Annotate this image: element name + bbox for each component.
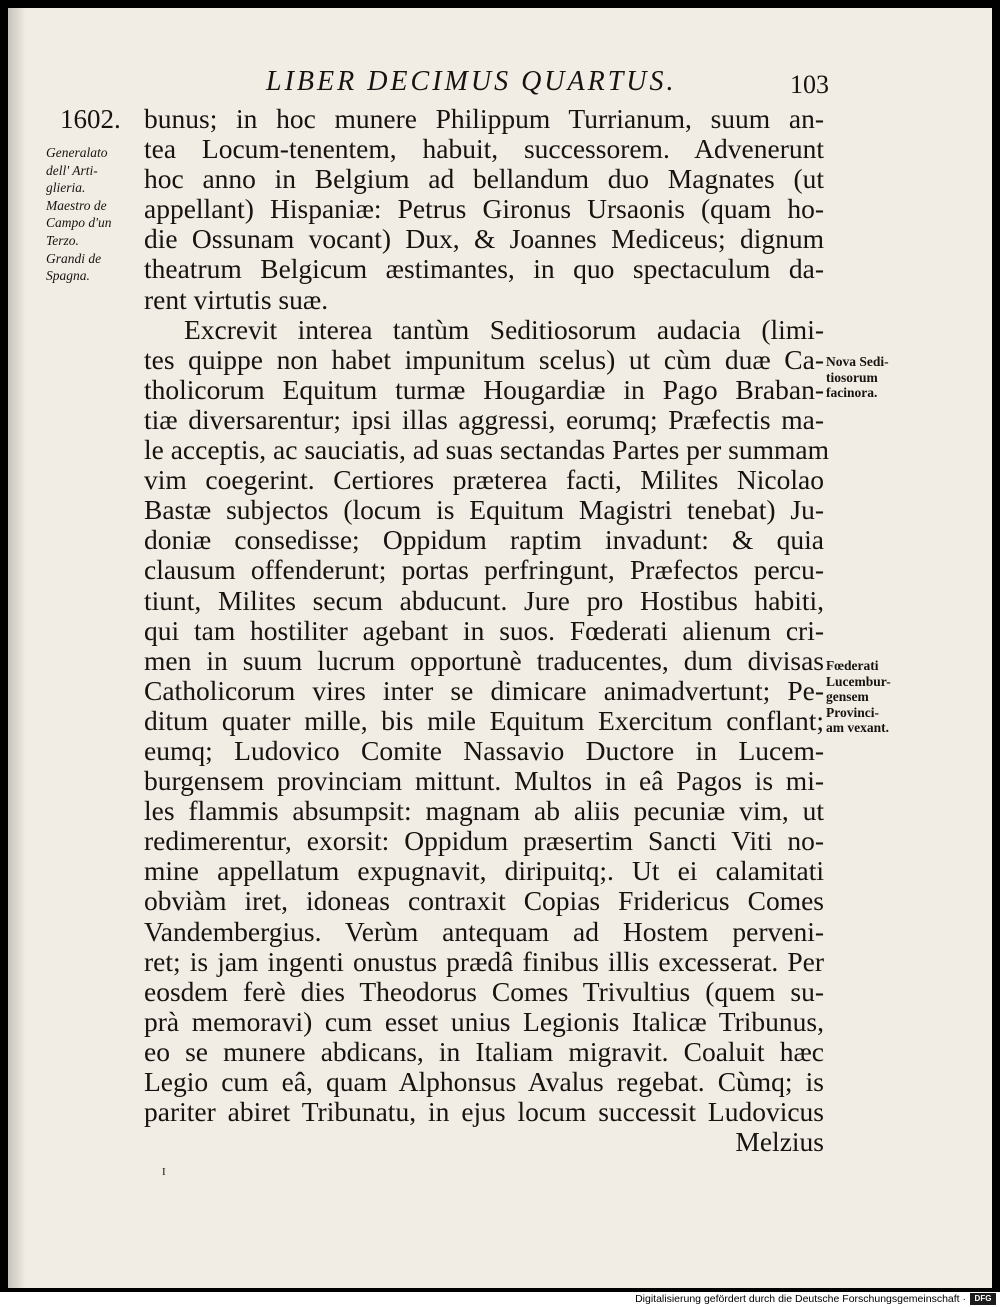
text-line: redimerentur, exorsit: Oppidum præsertim Sancti Viti no- xyxy=(144,825,824,857)
text-line: Bastæ subjectos (locum is Equitum Magistri tenebat) Ju- xyxy=(144,494,824,526)
text-line: tiunt, Milites secum abducunt. Jure pro Hostibus habiti, xyxy=(144,584,824,616)
text-line: die Ossunam vocant) Dux, & Joannes Mediceus; dignum xyxy=(144,223,824,255)
right-margin-line: am vexant. xyxy=(826,720,889,735)
text-line: eumq; Ludovico Comite Nassavio Ductore in Lucem- xyxy=(144,734,824,766)
left-margin-line: glieria. xyxy=(46,180,86,196)
right-margin-line: tiosorum xyxy=(826,369,878,385)
right-marginal-note-seditiosorum xyxy=(826,354,889,401)
body-text xyxy=(144,103,829,1158)
left-margin-line: Generalato xyxy=(46,145,108,160)
right-margin-line: Lucembur- xyxy=(826,673,891,689)
funding-notice: Digitalisierung gefördert durch die Deutsche Forschungsgemeinschaft · xyxy=(635,1293,966,1305)
text-line: rent virtutis suæ. xyxy=(144,283,329,315)
text-line: burgensem provinciam mittunt. Multos in eâ Pagos is mi- xyxy=(144,765,824,797)
right-margin-line: Provinci- xyxy=(826,704,879,720)
left-margin-line: Grandi de xyxy=(46,250,102,266)
text-line: obviàm iret, idoneas contraxit Copias Fridericus Comes xyxy=(144,885,824,917)
text-line: pariter abiret Tribunatu, in ejus locum successit Ludovicus xyxy=(144,1096,824,1128)
text-line: mine appellatum expugnavit, diripuitq;. Ut ei calamitati xyxy=(144,855,824,887)
text-line: le acceptis, ac sauciatis, ad suas sectandas Partes per summam xyxy=(144,434,829,466)
year-marginal: 1602. xyxy=(60,104,121,134)
text-line: Legio cum eâ, quam Alphonsus Avalus regebat. Cùmq; is xyxy=(144,1066,824,1097)
text-line: hoc anno in Belgium ad bellandum duo Magnates (ut xyxy=(144,163,824,195)
text-line: ditum quater mille, bis mile Equitum Exercitum conflant; xyxy=(144,704,824,736)
left-margin-line: dell' Arti- xyxy=(46,162,98,178)
text-line: bunus; in hoc munere Philippum Turrianum, suum an- xyxy=(144,103,824,134)
text-line: tea Locum-tenentem, habuit, successorem. Advenerunt xyxy=(144,133,824,165)
text-line: ret; is jam ingenti onustus prædâ finibus illis excesserat. Per xyxy=(144,945,824,977)
right-margin-line: facinora. xyxy=(826,385,878,400)
left-margin-line: Terzo. xyxy=(46,232,79,248)
text-line: tes quippe non habet impunitum scelus) ut cùm duæ Ca- xyxy=(144,343,824,375)
text-line: tholicorum Equitum turmæ Hougardiæ in Pago Braban- xyxy=(144,373,824,405)
page-number: 103 xyxy=(790,70,829,99)
left-margin-line: Campo d'un xyxy=(46,215,112,231)
text-line: eosdem ferè dies Theodorus Comes Trivultius (quem su- xyxy=(144,975,824,1007)
text-line: les flammis absumpsit: magnam ab aliis pecuniæ vim, ut xyxy=(144,795,824,827)
text-line: qui tam hostiliter agebant in suos. Fœderati alienum cri- xyxy=(144,614,824,646)
text-line: doniæ consedisse; Oppidum raptim invadunt: & quia xyxy=(144,524,824,556)
right-margin-line: Nova Sedi- xyxy=(826,354,889,369)
dfg-logo-icon: DFG xyxy=(970,1293,996,1305)
right-margin-line: Fœderati xyxy=(826,658,879,673)
running-head: LIBER DECIMUS QUARTUS. xyxy=(266,66,677,97)
text-line: Vandembergius. Verùm antequam ad Hostem perveni- xyxy=(144,915,824,947)
signature-mark: I xyxy=(162,1166,166,1178)
left-margin-line: Maestro de xyxy=(46,197,107,213)
text-line: theatrum Belgicum æstimantes, in quo spectaculum da- xyxy=(144,253,824,285)
text-line: clausum offenderunt; portas perfringunt, Præfectos percu- xyxy=(144,554,824,586)
book-page xyxy=(8,8,992,1288)
text-line: appellant) Hispaniæ: Petrus Gironus Ursaonis (quam ho- xyxy=(144,193,824,225)
text-line: men in suum lucrum opportunè traducentes, dum divisas xyxy=(144,644,824,676)
text-line: vim coegerint. Certiores præterea facti, Milites Nicolao xyxy=(144,464,824,496)
paragraph-start-line: Excrevit interea tantùm Seditiosorum audacia (limi- xyxy=(184,313,824,345)
text-line: Catholicorum vires inter se dimicare animadvertunt; Pe- xyxy=(144,674,824,706)
right-marginal-note-foederati xyxy=(826,658,891,736)
left-margin-line: Spagna. xyxy=(46,268,90,284)
text-line: tiæ diversarentur; ipsi illas aggressi, eorumq; Præfectis ma- xyxy=(144,403,824,435)
text-line: prà memoravi) cum esset unius Legionis Italicæ Tribunus, xyxy=(144,1005,824,1037)
text-line: eo se munere abdicans, in Italiam migravit. Coaluit hæc xyxy=(144,1035,824,1067)
catchword: Melzius xyxy=(735,1126,824,1158)
left-marginal-notes xyxy=(46,144,146,285)
right-margin-line: gensem xyxy=(826,689,869,704)
digitization-footer xyxy=(0,1292,1000,1307)
